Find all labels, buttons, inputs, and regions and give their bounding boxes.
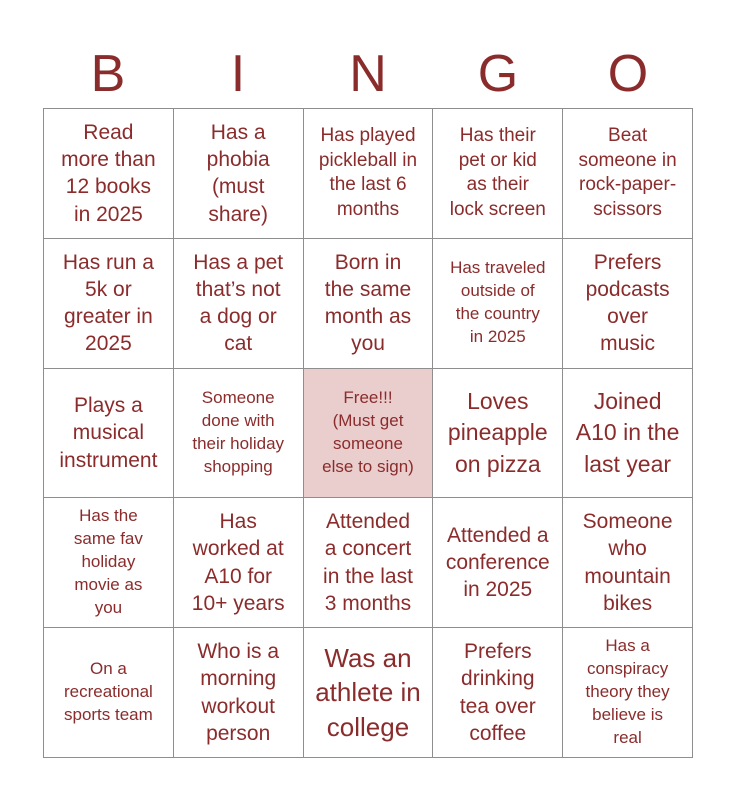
bingo-cell[interactable]: Beat someone in rock-paper- scissors — [563, 109, 693, 239]
header-letter-g: G — [477, 45, 519, 103]
bingo-cell[interactable]: Someone done with their holiday shopping — [174, 369, 304, 499]
bingo-cell[interactable]: Was an athlete in college — [304, 628, 434, 758]
bingo-cell[interactable]: Has the same fav holiday movie as you — [44, 498, 174, 628]
bingo-cell[interactable]: Has a pet that’s not a dog or cat — [174, 239, 304, 369]
header-letter-b: B — [90, 45, 126, 103]
bingo-cell[interactable]: Has their pet or kid as their lock screen — [433, 109, 563, 239]
bingo-cell[interactable]: Attended a concert in the last 3 months — [304, 498, 434, 628]
free-space-cell[interactable]: Free!!! (Must get someone else to sign) — [304, 369, 434, 499]
header-letter-o: O — [607, 45, 649, 103]
header-letter-n: N — [349, 45, 387, 103]
bingo-cell[interactable]: Has played pickleball in the last 6 months — [304, 109, 434, 239]
bingo-cell[interactable]: Prefers podcasts over music — [563, 239, 693, 369]
bingo-header — [43, 40, 693, 108]
bingo-cell[interactable]: Loves pineapple on pizza — [433, 369, 563, 499]
bingo-cell[interactable]: Has a phobia (must share) — [174, 109, 304, 239]
bingo-cell[interactable]: Joined A10 in the last year — [563, 369, 693, 499]
bingo-cell[interactable]: Read more than 12 books in 2025 — [44, 109, 174, 239]
bingo-cell[interactable]: Has run a 5k or greater in 2025 — [44, 239, 174, 369]
bingo-grid — [43, 108, 693, 758]
bingo-cell[interactable]: Has a conspiracy theory they believe is real — [563, 628, 693, 758]
bingo-cell[interactable]: Who is a morning workout person — [174, 628, 304, 758]
bingo-cell[interactable]: Attended a conference in 2025 — [433, 498, 563, 628]
bingo-cell[interactable]: Plays a musical instrument — [44, 369, 174, 499]
bingo-cell[interactable]: Someone who mountain bikes — [563, 498, 693, 628]
bingo-cell[interactable]: Has worked at A10 for 10+ years — [174, 498, 304, 628]
bingo-cell[interactable]: Born in the same month as you — [304, 239, 434, 369]
header-letter-i: I — [230, 45, 246, 103]
bingo-cell[interactable]: Has traveled outside of the country in 2025 — [433, 239, 563, 369]
bingo-cell[interactable]: On a recreational sports team — [44, 628, 174, 758]
bingo-cell[interactable]: Prefers drinking tea over coffee — [433, 628, 563, 758]
